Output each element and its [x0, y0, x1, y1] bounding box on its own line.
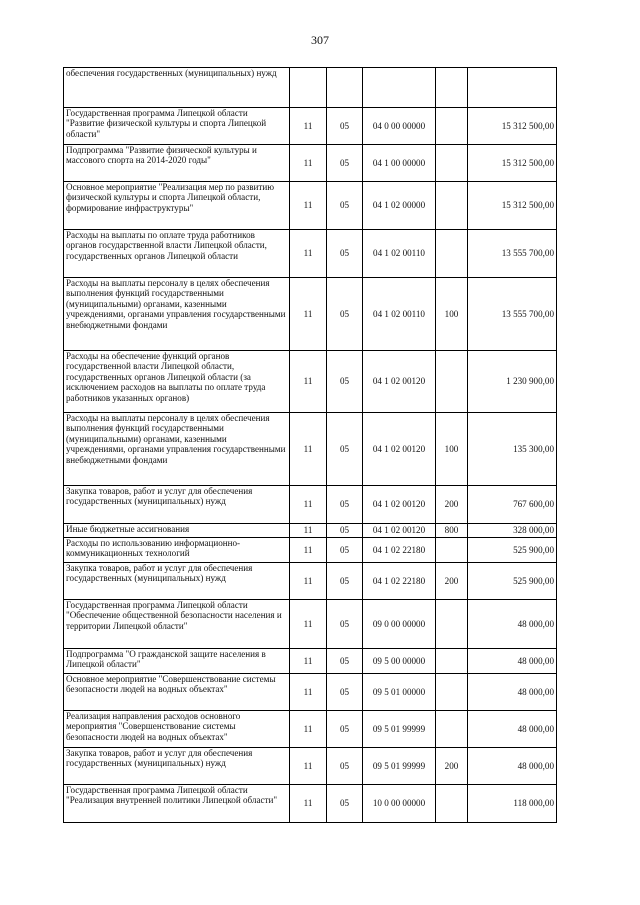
row-amount: 13 555 700,00: [468, 278, 557, 351]
row-expense-type: 800: [436, 524, 468, 538]
row-target-article: 04 1 02 22180: [363, 563, 436, 600]
row-amount: 328 000,00: [468, 524, 557, 538]
row-expense-type: [436, 145, 468, 182]
row-section: 11: [290, 278, 327, 351]
row-expense-type: [436, 600, 468, 649]
row-subsection: 05: [327, 182, 363, 230]
table-row: [64, 182, 557, 230]
row-subsection: 05: [327, 563, 363, 600]
row-expense-type: 100: [436, 413, 468, 486]
row-section: 11: [290, 413, 327, 486]
row-target-article: 09 0 00 00000: [363, 600, 436, 649]
row-section: [290, 68, 327, 108]
row-target-article: 10 0 00 00000: [363, 785, 436, 823]
row-subsection: 05: [327, 351, 363, 413]
row-amount: 13 555 700,00: [468, 230, 557, 278]
row-section: 11: [290, 563, 327, 600]
row-expense-type: 200: [436, 748, 468, 785]
row-target-article: 04 1 02 00120: [363, 486, 436, 524]
table-row: [64, 600, 557, 649]
row-target-article: 04 0 00 00000: [363, 108, 436, 145]
table-row: [64, 68, 557, 108]
row-subsection: 05: [327, 538, 363, 563]
row-section: 11: [290, 486, 327, 524]
row-section: 11: [290, 230, 327, 278]
row-name: Расходы по использованию информационно-коммуникационных технологий: [64, 538, 290, 563]
row-name: Основное мероприятие "Совершенствование системы безопасности людей на водных объектах": [64, 674, 290, 711]
row-expense-type: [436, 182, 468, 230]
row-target-article: 04 1 02 00000: [363, 182, 436, 230]
row-target-article: 09 5 01 99999: [363, 711, 436, 748]
row-name: Расходы на выплаты по оплате труда работников органов государственной власти Липецкой области, государственных органов Липецкой области: [64, 230, 290, 278]
table-row: [64, 413, 557, 486]
row-expense-type: 200: [436, 486, 468, 524]
row-target-article: 04 1 02 00120: [363, 413, 436, 486]
row-amount: 135 300,00: [468, 413, 557, 486]
table-row: [64, 278, 557, 351]
table-row: [64, 563, 557, 600]
row-section: 11: [290, 182, 327, 230]
row-amount: 48 000,00: [468, 600, 557, 649]
row-subsection: 05: [327, 145, 363, 182]
row-name: Подпрограмма "О гражданской защите населения в Липецкой области": [64, 649, 290, 674]
row-section: 11: [290, 785, 327, 823]
row-target-article: 04 1 02 00120: [363, 524, 436, 538]
row-expense-type: 100: [436, 278, 468, 351]
budget-table-body: [64, 68, 557, 823]
row-target-article: 04 1 02 22180: [363, 538, 436, 563]
row-name: Расходы на выплаты персоналу в целях обеспечения выполнения функций государственными (муниципальными) органами, казенными учреждениями, органами управления государственными внебюджетными фондами: [64, 278, 290, 351]
row-name: Расходы на выплаты персоналу в целях обеспечения выполнения функций государственными (муниципальными) органами, казенными учреждениями, органами управления государственными внебюджетными фондами: [64, 413, 290, 486]
table-row: [64, 748, 557, 785]
row-subsection: 05: [327, 674, 363, 711]
row-subsection: 05: [327, 649, 363, 674]
row-amount: 48 000,00: [468, 649, 557, 674]
row-amount: 1 230 900,00: [468, 351, 557, 413]
row-expense-type: [436, 785, 468, 823]
row-expense-type: 200: [436, 563, 468, 600]
row-subsection: 05: [327, 486, 363, 524]
row-amount: 15 312 500,00: [468, 145, 557, 182]
row-target-article: 04 1 02 00110: [363, 230, 436, 278]
row-target-article: 04 1 02 00120: [363, 351, 436, 413]
row-expense-type: [436, 351, 468, 413]
row-expense-type: [436, 230, 468, 278]
page-number: 307: [311, 33, 329, 47]
table-row: [64, 230, 557, 278]
row-expense-type: [436, 649, 468, 674]
row-section: 11: [290, 538, 327, 563]
row-name: Закупка товаров, работ и услуг для обеспечения государственных (муниципальных) нужд: [64, 748, 290, 785]
table-row: [64, 674, 557, 711]
row-name: Государственная программа Липецкой области "Развитие физической культуры и спорта Липецкой области": [64, 108, 290, 145]
row-subsection: 05: [327, 524, 363, 538]
row-expense-type: [436, 711, 468, 748]
row-amount: 525 900,00: [468, 563, 557, 600]
row-section: 11: [290, 108, 327, 145]
row-section: 11: [290, 600, 327, 649]
row-subsection: 05: [327, 748, 363, 785]
row-amount: 48 000,00: [468, 711, 557, 748]
row-target-article: 04 1 02 00110: [363, 278, 436, 351]
row-target-article: 09 5 00 00000: [363, 649, 436, 674]
row-subsection: 05: [327, 711, 363, 748]
budget-table: [63, 67, 557, 823]
row-subsection: 05: [327, 785, 363, 823]
row-section: 11: [290, 711, 327, 748]
row-name: Подпрограмма "Развитие физической культуры и массового спорта на 2014-2020 годы": [64, 145, 290, 182]
row-expense-type: [436, 674, 468, 711]
row-expense-type: [436, 538, 468, 563]
row-target-article: 09 5 01 00000: [363, 674, 436, 711]
row-section: 11: [290, 524, 327, 538]
table-row: [64, 351, 557, 413]
row-section: 11: [290, 145, 327, 182]
table-row: [64, 538, 557, 563]
table-row: [64, 486, 557, 524]
row-section: 11: [290, 674, 327, 711]
row-amount: 525 900,00: [468, 538, 557, 563]
row-name: Реализация направления расходов основного мероприятия "Совершенствование системы безопасности людей на водных объектах": [64, 711, 290, 748]
table-row: [64, 145, 557, 182]
table-row: [64, 649, 557, 674]
table-row: [64, 524, 557, 538]
row-section: 11: [290, 649, 327, 674]
row-name: Иные бюджетные ассигнования: [64, 524, 290, 538]
row-name: Закупка товаров, работ и услуг для обеспечения государственных (муниципальных) нужд: [64, 486, 290, 524]
row-expense-type: [436, 108, 468, 145]
row-subsection: 05: [327, 108, 363, 145]
table-row: [64, 108, 557, 145]
row-subsection: 05: [327, 413, 363, 486]
row-subsection: 05: [327, 600, 363, 649]
row-amount: 48 000,00: [468, 748, 557, 785]
row-name: обеспечения государственных (муниципальных) нужд: [64, 68, 290, 108]
row-amount: 767 600,00: [468, 486, 557, 524]
row-amount: 48 000,00: [468, 674, 557, 711]
row-subsection: 05: [327, 230, 363, 278]
row-expense-type: [436, 68, 468, 108]
row-section: 11: [290, 351, 327, 413]
row-name: Закупка товаров, работ и услуг для обеспечения государственных (муниципальных) нужд: [64, 563, 290, 600]
row-subsection: [327, 68, 363, 108]
row-amount: 118 000,00: [468, 785, 557, 823]
row-target-article: 04 1 00 00000: [363, 145, 436, 182]
row-amount: 15 312 500,00: [468, 108, 557, 145]
table-row: [64, 785, 557, 823]
row-name: Государственная программа Липецкой области "Обеспечение общественной безопасности населения и территории Липецкой области": [64, 600, 290, 649]
row-section: 11: [290, 748, 327, 785]
table-row: [64, 711, 557, 748]
row-name: Расходы на обеспечение функций органов государственной власти Липецкой области, государственных органов Липецкой области (за исключением расходов на выплаты по оплате труда работников указанных органов): [64, 351, 290, 413]
row-target-article: [363, 68, 436, 108]
row-name: Основное мероприятие "Реализация мер по развитию физической культуры и спорта Липецкой области, формирование инфраструктуры": [64, 182, 290, 230]
row-subsection: 05: [327, 278, 363, 351]
row-amount: [468, 68, 557, 108]
row-amount: 15 312 500,00: [468, 182, 557, 230]
row-name: Государственная программа Липецкой области "Реализация внутренней политики Липецкой области": [64, 785, 290, 823]
row-target-article: 09 5 01 99999: [363, 748, 436, 785]
